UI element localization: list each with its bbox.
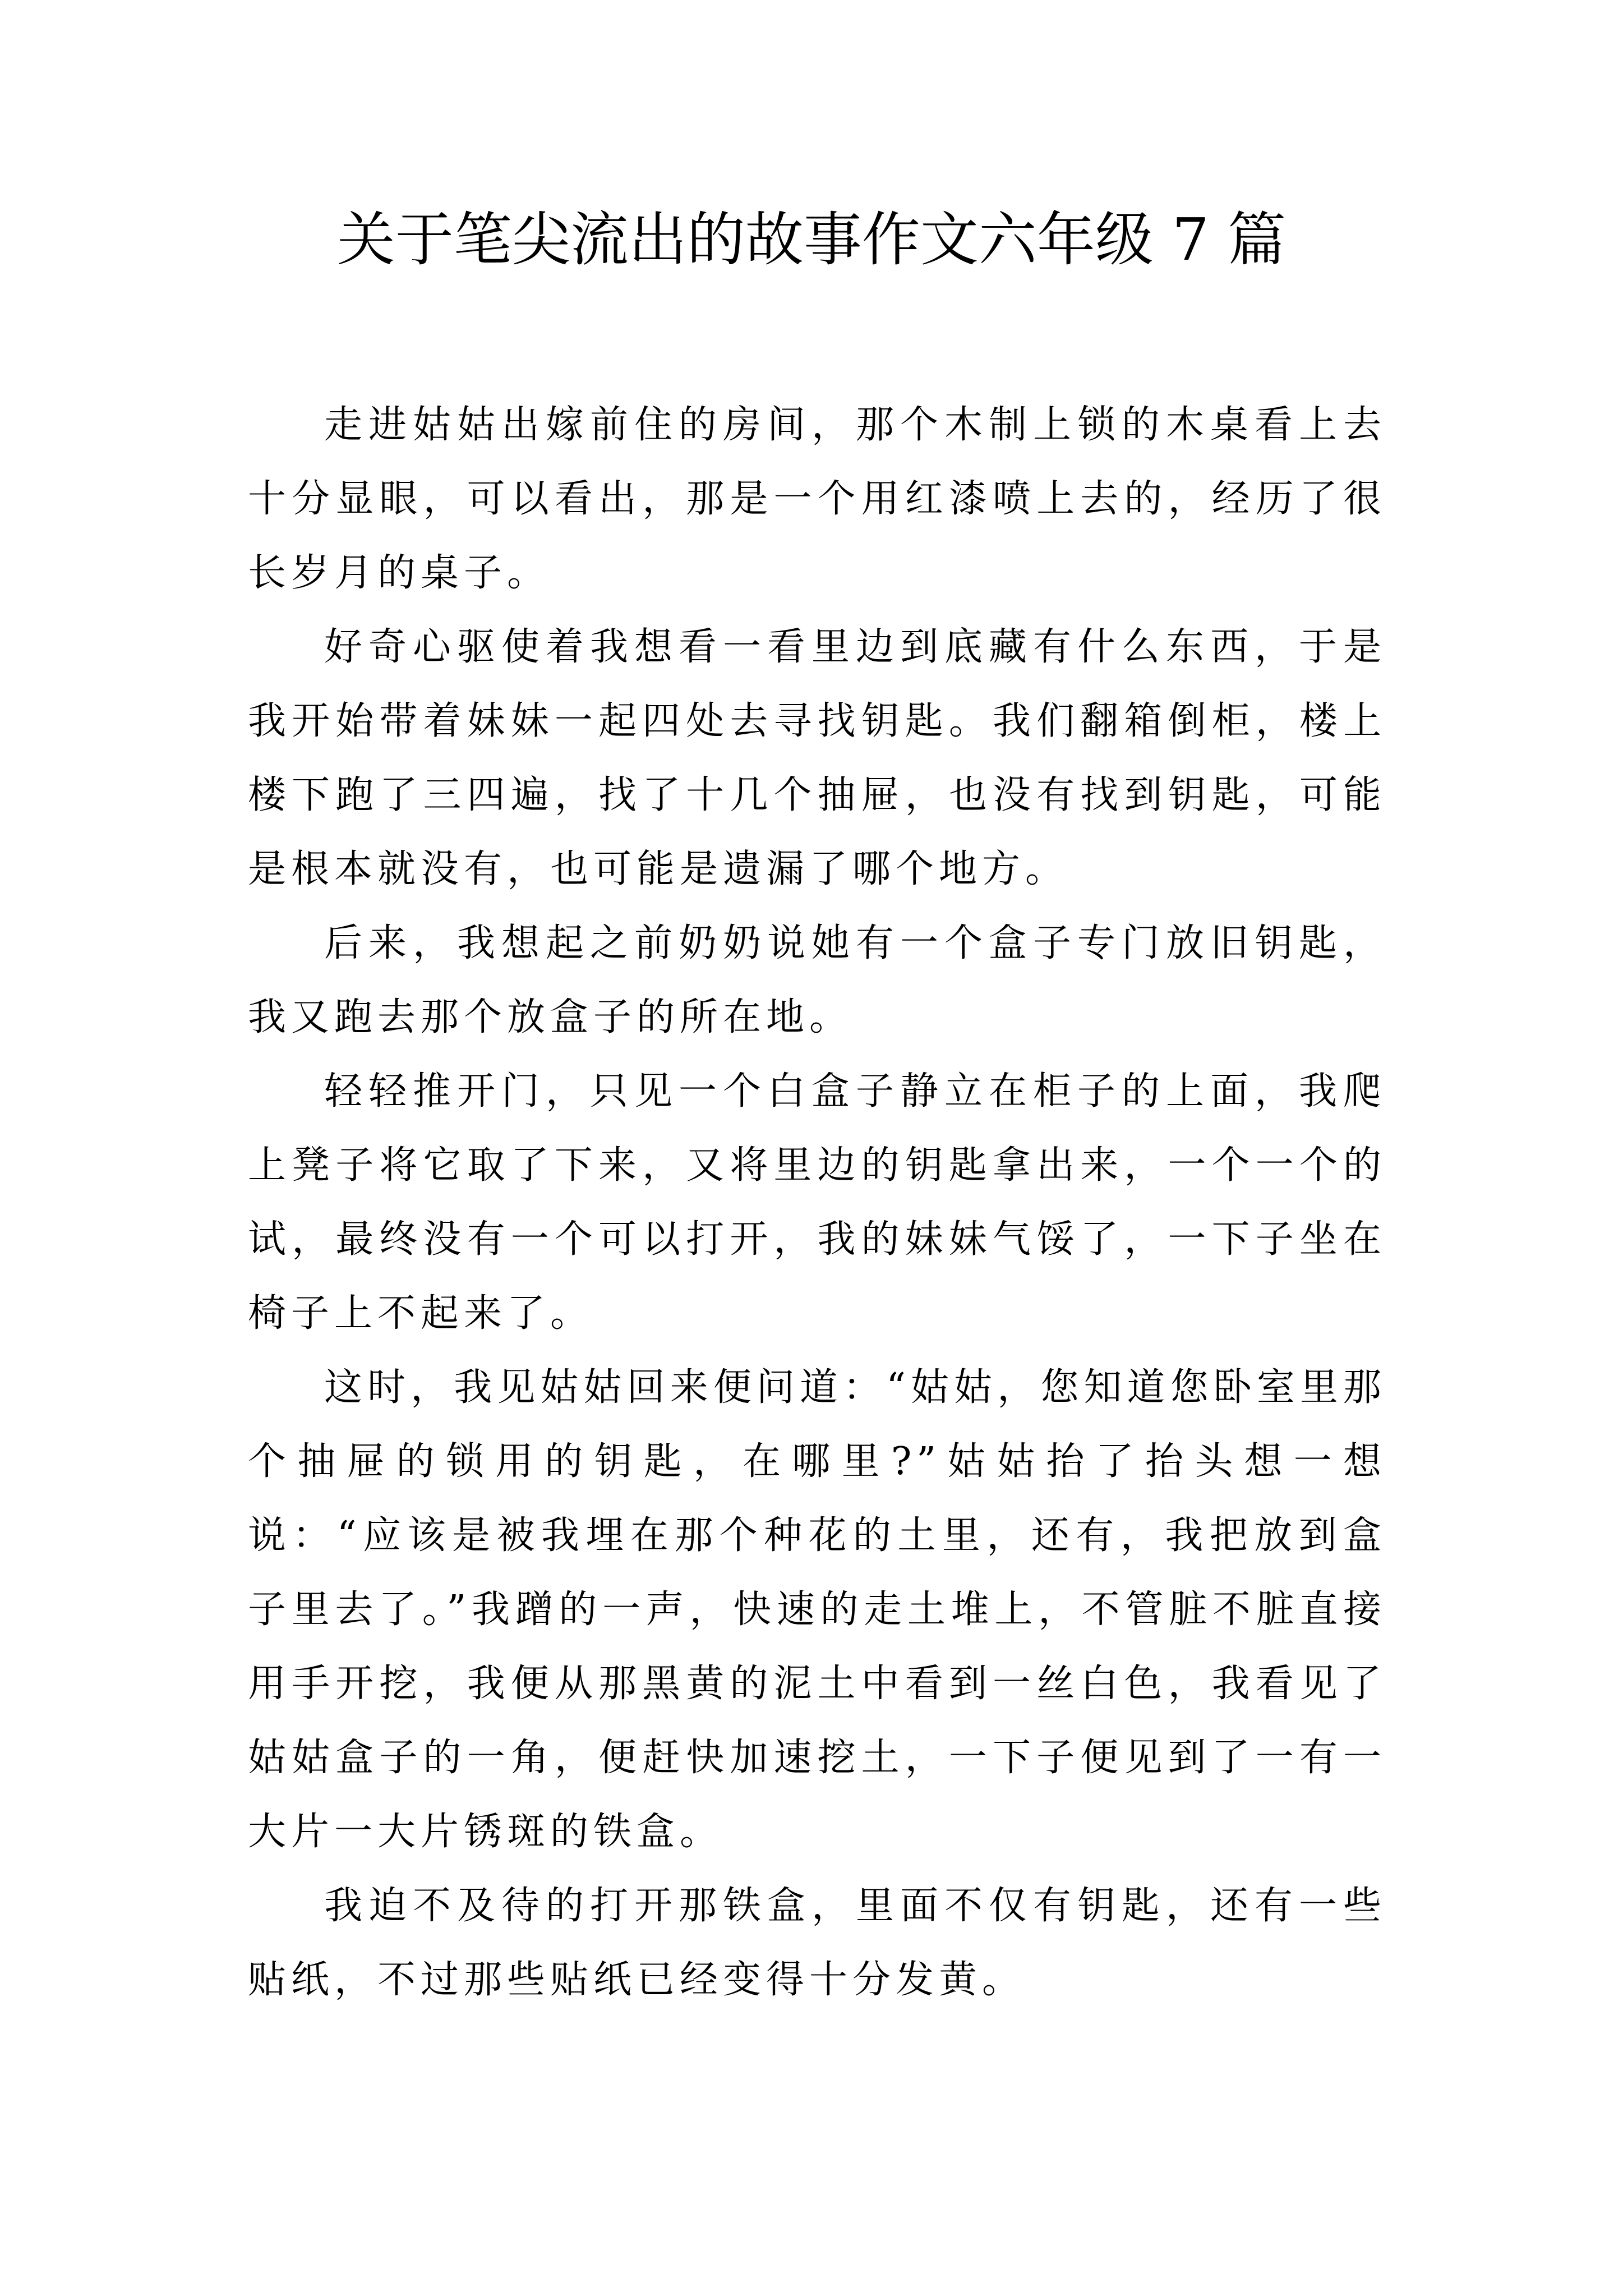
- paragraph-6: 我迫不及待的打开那铁盒，里面不仅有钥匙，还有一些贴纸，不过那些贴纸已经变得十分发黄。: [248, 1884, 1386, 2002]
- paragraph-3: 后来，我想起之前奶奶说她有一个盒子专门放旧钥匙，我又跑去那个放盒子的所在地。: [248, 921, 1386, 1039]
- paragraph-1: 走进姑姑出嫁前住的房间，那个木制上锁的木桌看上去十分显眼，可以看出，那是一个用红漆喷上去的，经历了很长岁月的桌子。: [248, 403, 1386, 595]
- document-title: 关于笔尖流出的故事作文六年级 7 篇: [336, 205, 1287, 274]
- paragraph-5: 这时，我见姑姑回来便问道：“姑姑，您知道您卧室里那个抽屉的锁用的钥匙，在哪里?”姑姑抬了抬头想一想说：“应该是被我埋在那个种花的土里，还有，我把放到盒子里去了。”我蹭的一声，快速的走土堆上，不管脏不脏直接用手开挖，我便从那黑黄的泥土中看到一丝白色，我看见了姑姑盒子的一角，便赶快加速挖土，一下子便见到了一有一大片一大片锈斑的铁盒。: [248, 1365, 1387, 1854]
- document-body: [248, 388, 1386, 2017]
- paragraph-2: 好奇心驱使着我想看一看里边到底藏有什么东西，于是我开始带着妹妹一起四处去寻找钥匙。我们翻箱倒柜，楼上楼下跑了三四遍，找了十几个抽屉，也没有找到钥匙，可能是根本就没有，也可能是遗漏了哪个地方。: [248, 625, 1386, 891]
- paragraph-4: 轻轻推开门，只见一个白盒子静立在柜子的上面，我爬上凳子将它取了下来，又将里边的钥匙拿出来，一个一个的试，最终没有一个可以打开，我的妹妹气馁了，一下子坐在椅子上不起来了。: [248, 1069, 1386, 1336]
